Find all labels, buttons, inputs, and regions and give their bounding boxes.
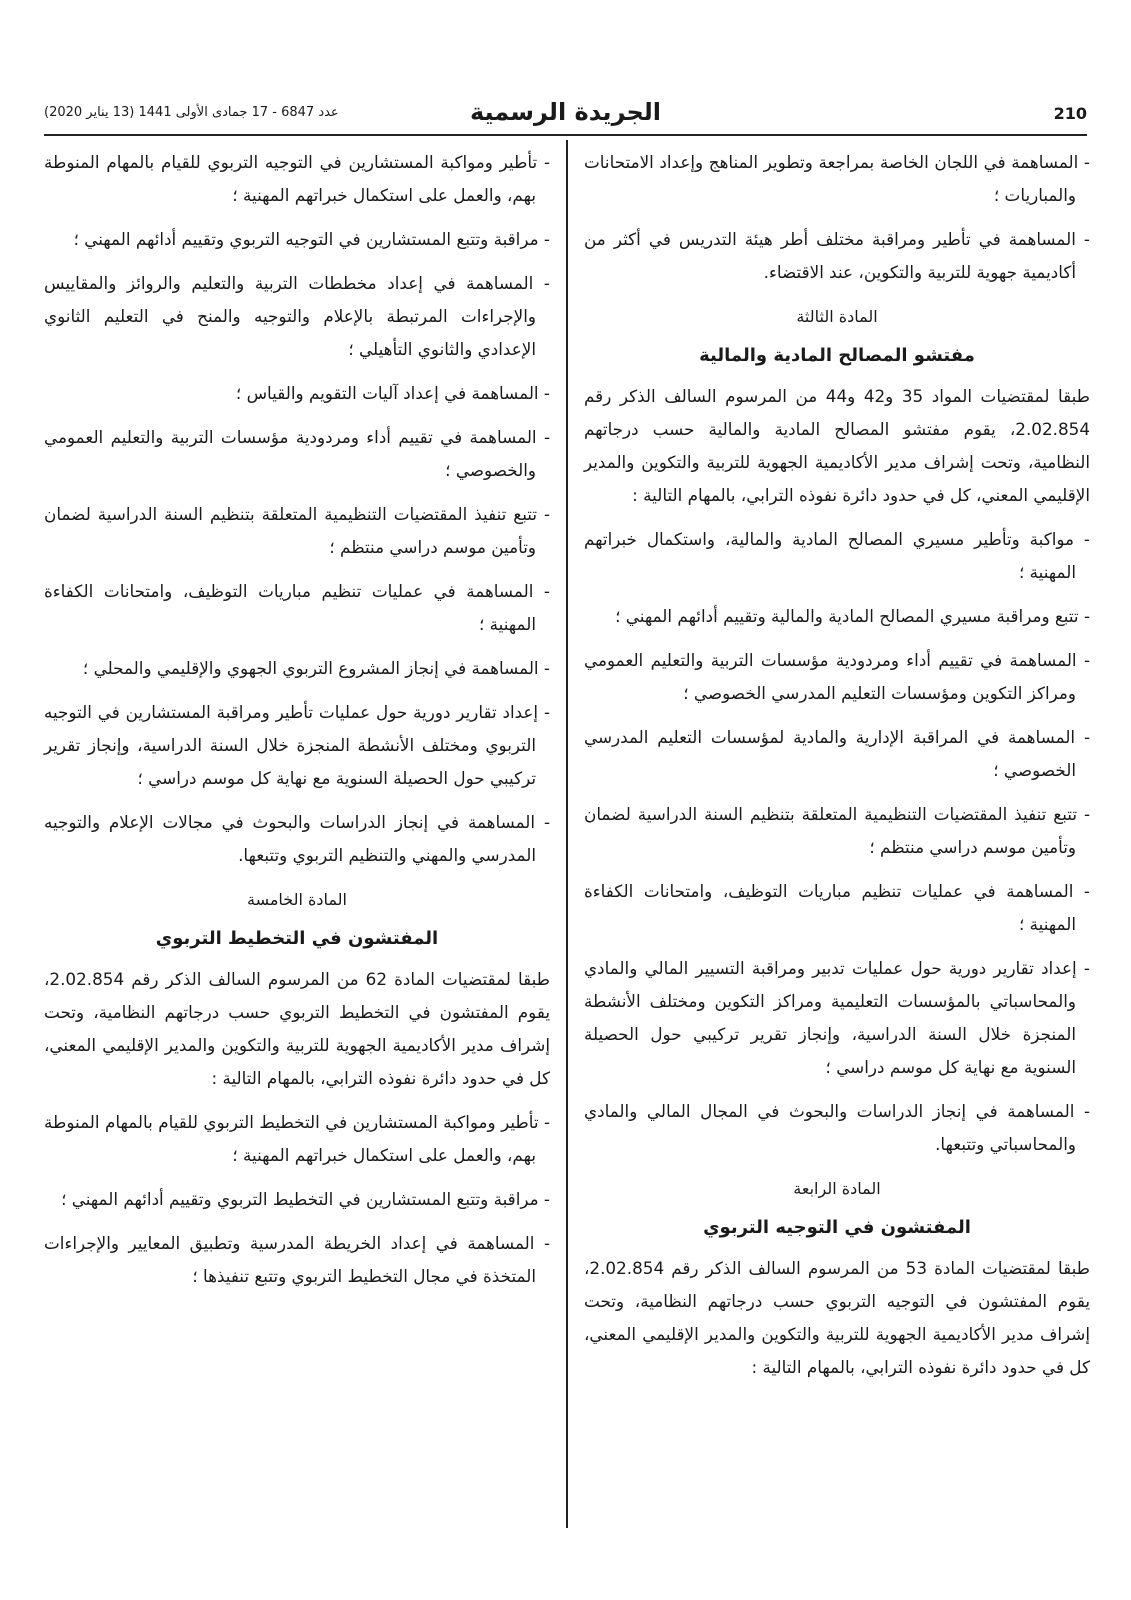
list-item: - إعداد تقارير دورية حول عمليات تدبير ومراقبة التسيير المالي والمادي والمحاسباتي بالمؤسسات التعليمية ومراكز التكوين ومختلف الأنشطة المنجزة خلال السنة الدراسية، وإنجاز تقرير تركيبي حول الحصيلة السنوية مع نهاية كل موسم دراسي ؛ bbox=[584, 958, 1090, 1077]
column-divider bbox=[566, 140, 568, 1528]
page-number: 210 bbox=[1053, 104, 1087, 123]
list-item: - تتبع تنفيذ المقتضيات التنظيمية المتعلقة بتنظيم السنة الدراسية لضمان وتأمين موسم دراسي منتظم ؛ bbox=[44, 504, 550, 557]
list-item: - المساهمة في إعداد مخططات التربية والتعليم والروائز والمقاييس والإجراءات المرتبطة بالإعلام والتوجيه والمنح في التعليم الثانوي الإعدادي والثانوي التأهيلي ؛ bbox=[44, 273, 550, 359]
gazette-title: الجريدة الرسمية bbox=[469, 98, 662, 126]
list-item: - إعداد تقارير دورية حول عمليات تأطير ومراقبة المستشارين في التوجيه التربوي ومختلف الأنشطة المنجزة خلال السنة الدراسية، وإنجاز تقرير تركيبي حول الحصيلة السنوية مع نهاية كل موسم دراسي ؛ bbox=[44, 702, 550, 788]
section-heading: المفتشون في التوجيه التربوي bbox=[703, 1217, 971, 1238]
right-column bbox=[584, 146, 1090, 1395]
list-item: - مراقبة وتتبع المستشارين في التخطيط التربوي وتقييم أدائهم المهني ؛ bbox=[61, 1189, 550, 1209]
list-item: - المساهمة في المراقبة الإدارية والمادية لمؤسسات التعليم المدرسي الخصوصي ؛ bbox=[584, 727, 1090, 780]
list-item: - مراقبة وتتبع المستشارين في التوجيه التربوي وتقييم أدائهم المهني ؛ bbox=[73, 229, 550, 249]
list-item: - المساهمة في إنجاز الدراسات والبحوث في المجال المالي والمادي والمحاسباتي وتتبعها. bbox=[584, 1101, 1090, 1154]
list-item: - تأطير ومواكبة المستشارين في التخطيط التربوي للقيام بالمهام المنوطة بهم، والعمل على استكمال خبراتهم المهنية ؛ bbox=[44, 1112, 550, 1165]
list-item: - المساهمة في عمليات تنظيم مباريات التوظيف، وامتحانات الكفاءة المهنية ؛ bbox=[44, 581, 550, 634]
paragraph: طبقا لمقتضيات المادة 62 من المرسوم السالف الذكر رقم 2.02.854، يقوم المفتشون في التخطيط التربوي حسب درجاتهم النظامية، وتحت إشراف مدير الأكاديمية الجهوية للتربية والتكوين والمدير الإقليمي المعني، كل في حدود دائرة نفوذه الترابي، بالمهام التالية : bbox=[44, 969, 550, 1088]
list-item: - تتبع ومراقبة مسيري المصالح المادية والمالية وتقييم أدائهم المهني ؛ bbox=[615, 606, 1090, 626]
section-heading: المفتشون في التخطيط التربوي bbox=[155, 928, 439, 949]
list-item: - المساهمة في تقييم أداء ومردودية مؤسسات التربية والتعليم العمومي والخصوصي ؛ bbox=[44, 427, 550, 480]
article-title: المادة الثالثة bbox=[796, 307, 878, 326]
paragraph: طبقا لمقتضيات المواد 35 و42 و44 من المرسوم السالف الذكر رقم 2.02.854، يقوم مفتشو المصالح المادية والمالية حسب درجاتهم النظامية، وتحت إشراف مدير الأكاديمية الجهوية للتربية والتكوين والمدير الإقليمي المعني، كل في حدود دائرة نفوذه الترابي، بالمهام التالية : bbox=[584, 386, 1091, 505]
list-item: - المساهمة في إنجاز المشروع التربوي الجهوي والإقليمي والمحلي ؛ bbox=[82, 658, 550, 678]
list-item: - المساهمة في إعداد آليات التقويم والقياس ؛ bbox=[235, 383, 550, 403]
list-item: - المساهمة في تقييم أداء ومردودية مؤسسات التربية والتعليم العمومي ومراكز التكوين ومؤسسات التعليم المدرسي الخصوصي ؛ bbox=[584, 650, 1090, 703]
list-item: - تأطير ومواكبة المستشارين في التوجيه التربوي للقيام بالمهام المنوطة بهم، والعمل على استكمال خبراتهم المهنية ؛ bbox=[44, 152, 550, 205]
list-item: - المساهمة في اللجان الخاصة بمراجعة وتطوير المناهج وإعداد الامتحانات والمباريات ؛ bbox=[584, 152, 1090, 205]
list-item: - المساهمة في إنجاز الدراسات والبحوث في مجالات الإعلام والتوجيه المدرسي والمهني والتنظيم التربوي وتتبعها. bbox=[44, 812, 550, 865]
list-item: - تتبع تنفيذ المقتضيات التنظيمية المتعلقة بتنظيم السنة الدراسية لضمان وتأمين موسم دراسي منتظم ؛ bbox=[584, 804, 1090, 857]
page-header bbox=[44, 98, 1087, 132]
issue-info: عدد 6847 - 17 جمادى الأولى 1441 (13 يناير 2020) bbox=[44, 105, 339, 120]
list-item: - المساهمة في عمليات تنظيم مباريات التوظيف، وامتحانات الكفاءة المهنية ؛ bbox=[584, 881, 1090, 934]
section-heading: مفتشو المصالح المادية والمالية bbox=[699, 345, 975, 366]
list-item: - المساهمة في تأطير ومراقبة مختلف أطر هيئة التدريس في أكثر من أكاديمية جهوية للتربية والتكوين، عند الاقتضاء. bbox=[584, 229, 1090, 282]
article-title: المادة الخامسة bbox=[247, 890, 347, 909]
list-item: - مواكبة وتأطير مسيري المصالح المادية والمالية، واستكمال خبراتهم المهنية ؛ bbox=[584, 529, 1090, 582]
article-title: المادة الرابعة bbox=[793, 1179, 881, 1198]
list-item: - المساهمة في إعداد الخريطة المدرسية وتطبيق المعايير والإجراءات المتخذة في مجال التخطيط التربوي وتتبع تنفيذها ؛ bbox=[44, 1233, 550, 1286]
left-column bbox=[44, 146, 550, 1304]
header-rule bbox=[44, 134, 1087, 136]
paragraph: طبقا لمقتضيات المادة 53 من المرسوم السالف الذكر رقم 2.02.854، يقوم المفتشون في التوجيه التربوي حسب درجاتهم النظامية، وتحت إشراف مدير الأكاديمية الجهوية للتربية والتكوين والمدير الإقليمي المعني، كل في حدود دائرة نفوذه الترابي، بالمهام التالية : bbox=[584, 1258, 1090, 1377]
